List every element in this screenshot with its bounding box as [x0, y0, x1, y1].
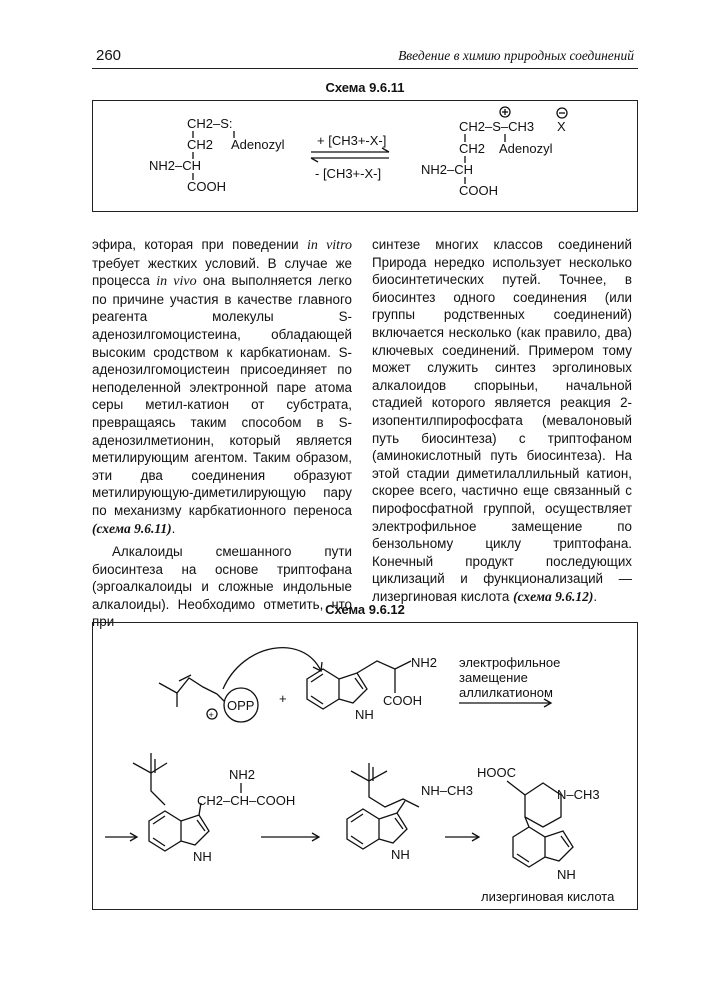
arrow-top-label: + [CH3+-X-]	[317, 133, 387, 148]
body-text: она выполняется легко по причине участия в качестве главного реагента молекулы S-аденозилгомоцистеина, обладающей высоким сродством к карбкатионам. S-аденозилгомоцистеин присоединяет по неподеленной электронной паре атома серы метил-катион от субстрата, превращаясь таким способом в S-аденозилметионин, который является метилирующим агентом. Таким образом, эти два соединения образуют метилирующую-диметилирующую пару по механизму карбкатионного переноса	[92, 273, 352, 518]
right-cooh: COOH	[459, 183, 498, 198]
right-ch2-s-ch3: CH2–S–CH3	[459, 119, 535, 134]
chanoclavine-intermediate	[347, 763, 473, 862]
page-number: 260	[96, 47, 122, 64]
right-nh2-ch: NH2–CH	[421, 162, 474, 177]
bond	[217, 694, 224, 701]
intermediate-nh2: NH2	[229, 767, 256, 782]
benzene-ring	[307, 669, 339, 709]
intermediate-chain: CH2–CH–COOH	[197, 793, 296, 808]
dimethylallyl-tryptophan	[133, 753, 295, 864]
scheme-9-6-12-box	[92, 622, 638, 910]
benzene-ring	[347, 809, 379, 849]
intermediate2-nhch3: NH–CH3	[421, 783, 474, 798]
body-text: .	[593, 588, 598, 604]
running-title: Введение в химию природных соединений	[398, 48, 634, 63]
body-text: эфира, которая при поведении	[92, 237, 307, 252]
s-adenosylmethionine-structure	[421, 107, 567, 198]
scheme-9-6-11-title: Схема 9.6.11	[325, 80, 405, 95]
right-paragraph-1	[372, 236, 632, 605]
emphasis-text: (схема 9.6.11)	[92, 520, 172, 536]
header-rule	[92, 68, 638, 69]
prenyl-chain	[159, 678, 217, 694]
emphasis-text: in vivo	[156, 274, 197, 290]
left-paragraph-2: Алкалоиды смешанного пути биосинтеза на основе триптофана (эргоалкалоиды и сложные индольные алкалоиды). Необходимо отметить, что при	[92, 544, 352, 630]
electron-arrowhead	[313, 662, 322, 671]
lysergic-acid-biosynthesis	[93, 623, 639, 911]
condition-line-1: электрофильное	[459, 655, 561, 670]
body-text: требует жестких условий. В случае же процесса	[92, 255, 352, 289]
left-ch2-s: CH2–S:	[187, 116, 233, 131]
scheme-9-6-12-title: Схема 9.6.12	[325, 602, 405, 617]
right-x: X	[557, 119, 566, 134]
plus-charge: +	[208, 710, 214, 720]
dimethylallyl-pyrophosphate	[159, 648, 322, 722]
tryptophan-nh: NH	[355, 707, 374, 722]
emphasis-text: (схема 9.6.12)	[513, 588, 594, 604]
intermediate2-nh: NH	[391, 847, 410, 862]
scheme-9-6-11-box	[92, 100, 638, 212]
left-cooh: COOH	[187, 179, 226, 194]
plus-sign: +	[279, 691, 287, 706]
arrow-bottom-label: - [CH3+-X-]	[315, 166, 382, 181]
left-paragraph-1	[92, 236, 352, 537]
s-adenosylhomocysteine-structure	[149, 116, 285, 194]
body-text: синтезе многих классов соединений Природа нередко использует несколько биосинтетических путей. Точнее, в биосинтез одного соединения (или группы родственных соединений) включается несколько (как правило, два) ключевых соединений. Примером тому может служить синтез эрголиновых алкалоидов спорыньи, начальной стадией которого является реакция 2-изопентилпирофосфата (мевалоновый путь биосинтеза) с триптофаном (аминокислотный путь биосинтеза). На этой стадии диметилаллильный катион, скорее всего, частично еще связанный с пирофосфатной группой, осуществляет электрофильное замещение по бензольному циклу триптофана. Конечный продукт последующих циклизаций и функционализаций — лизергиновая кислота	[372, 237, 632, 604]
left-nh2-ch: NH2–CH	[149, 158, 202, 173]
condition-line-3: аллилкатионом	[459, 685, 553, 700]
emphasis-text: in vitro	[306, 238, 352, 253]
lsd-nh: NH	[557, 867, 576, 882]
prenyl-group	[133, 763, 167, 773]
lysergic-acid-structure	[477, 765, 615, 904]
bond	[397, 801, 405, 813]
ring-c	[369, 781, 419, 807]
tryptophan-nh2: NH2	[411, 655, 438, 670]
lsd-nch3: N–CH3	[557, 787, 600, 802]
right-adenozyl: Adenozyl	[499, 141, 553, 156]
left-column	[92, 236, 352, 631]
tryptophan-structure	[307, 655, 437, 722]
benzene-ring	[513, 827, 545, 867]
lsd-hooc: HOOC	[477, 765, 516, 780]
curved-electron-arrow	[223, 648, 321, 689]
intermediate-nh: NH	[193, 849, 212, 864]
condition-line-2: замещение	[459, 670, 528, 685]
opp-label: OPP	[227, 698, 255, 713]
left-ch2: CH2	[187, 137, 214, 152]
side-chain	[357, 661, 411, 673]
left-adenozyl: Adenozyl	[231, 137, 285, 152]
tryptophan-cooh: COOH	[383, 693, 422, 708]
right-ch2: CH2	[459, 141, 486, 156]
methylation-scheme	[93, 101, 639, 213]
product-label: лизергиновая кислота	[481, 889, 615, 904]
prenyl-chain	[151, 773, 165, 805]
equilibrium-arrows	[311, 133, 389, 181]
benzene-ring	[149, 811, 181, 851]
body-text: .	[171, 520, 176, 536]
ring-d	[507, 781, 561, 827]
right-column	[372, 236, 632, 605]
